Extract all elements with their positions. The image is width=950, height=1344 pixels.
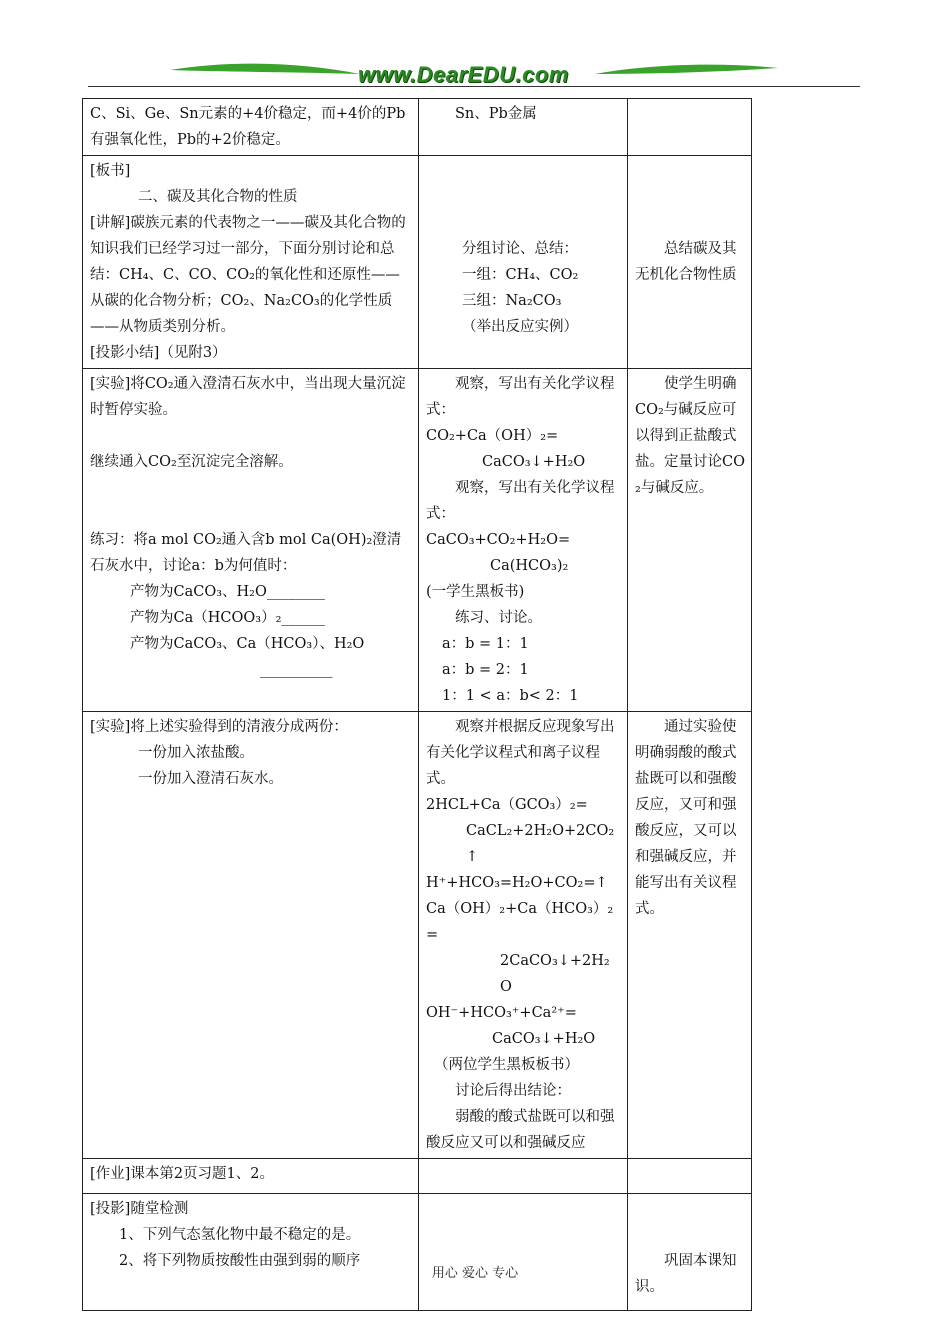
student-activity-cell — [419, 1194, 628, 1311]
cell-text: 讨论后得出结论： — [455, 1083, 571, 1099]
cell-text: 总结碳及其无机化合物性质 — [635, 241, 737, 283]
cell-text: 弱酸的酸式盐既可以和强酸反应又可以和强碱反应 — [426, 1109, 615, 1151]
teacher-activity-cell — [83, 1159, 419, 1194]
cell-text: 2、将下列物质按酸性由强到弱的顺序 — [119, 1253, 361, 1269]
cell-text: 观察，写出有关化学议程式： — [426, 376, 615, 418]
teacher-activity-cell — [83, 99, 419, 156]
cell-text: 产物为Ca（HCOO₃）₂______ — [130, 610, 325, 626]
cell-text: C、Si、Ge、Sn元素的+4价稳定，而+4价的Pb有强氧化性，Pb的+2价稳定。 — [90, 106, 406, 148]
cell-text: 产物为CaCO₃、H₂O________ — [130, 584, 325, 600]
cell-text: 一组：CH₄、CO₂ — [462, 267, 579, 283]
cell-text: H⁺+HCO₃=H₂O+CO₂=↑ — [426, 875, 608, 891]
teacher-activity-cell — [83, 156, 419, 369]
student-activity-cell — [419, 99, 628, 156]
page-footer: 用心 爱心 专心 — [431, 1266, 519, 1281]
table-row — [83, 1194, 752, 1311]
teacher-activity-cell — [83, 712, 419, 1159]
cell-text: __________ — [260, 662, 333, 678]
cell-text: 一份加入浓盐酸。 — [138, 745, 254, 761]
cell-text: [投影]随堂检测 — [90, 1201, 189, 1217]
table-row — [83, 99, 752, 156]
teacher-activity-cell — [83, 1194, 419, 1311]
cell-text: Sn、Pb金属 — [455, 106, 537, 122]
cell-text: CaCO₃↓+H₂O — [482, 454, 586, 470]
design-intent-cell — [628, 712, 752, 1159]
cell-text: Ca（OH）₂+Ca（HCO₃）₂= — [426, 901, 614, 943]
cell-text: 观察，写出有关化学议程式： — [426, 480, 615, 522]
cell-text — [635, 101, 745, 127]
student-activity-cell — [419, 369, 628, 712]
page-header — [0, 0, 950, 95]
cell-text: 二、碳及其化合物的性质 — [138, 189, 298, 205]
design-intent-cell — [628, 369, 752, 712]
cell-text: [作业]课本第2页习题1、2。 — [90, 1166, 274, 1182]
cell-text: [实验]将CO₂通入澄清石灰水中，当出现大量沉淀时暂停实验。 — [90, 376, 406, 418]
cell-text: 2HCL+Ca（GCO₃）₂= — [426, 797, 588, 813]
cell-text: 产物为CaCO₃、Ca（HCO₃）、H₂O — [130, 636, 365, 652]
cell-text: CaCL₂+2H₂O+2CO₂↑ — [466, 823, 615, 865]
design-intent-cell — [628, 156, 752, 369]
cell-text: a：b = 1：1 — [442, 636, 529, 652]
cell-text: 巩固本课知识。 — [635, 1253, 737, 1295]
table-row — [83, 1159, 752, 1194]
student-activity-cell — [419, 156, 628, 369]
cell-text: 使学生明确CO₂与碱反应可以得到正盐酸式盐。定量讨论CO₂与碱反应。 — [635, 376, 745, 496]
cell-text: 继续通入CO₂至沉淀完全溶解。 — [90, 454, 293, 470]
cell-text: 1、下列气态氢化物中最不稳定的是。 — [119, 1227, 361, 1243]
cell-text: CaCO₃↓+H₂O — [492, 1031, 596, 1047]
cell-text: 2CaCO₃↓+2H₂O — [500, 953, 610, 995]
cell-text: 练习、讨论。 — [455, 610, 542, 626]
design-intent-cell — [628, 99, 752, 156]
cell-text: 三组：Na₂CO₃ — [462, 293, 562, 309]
student-activity-cell — [419, 712, 628, 1159]
table-row — [83, 156, 752, 369]
cell-text: [板书] — [90, 163, 131, 179]
cell-text: OH⁻+HCO₃⁺+Ca²⁺= — [426, 1005, 577, 1021]
design-intent-cell — [628, 1194, 752, 1311]
cell-text: a：b = 2：1 — [442, 662, 529, 678]
cell-text — [426, 1196, 621, 1222]
header-divider — [88, 86, 860, 87]
cell-text: [实验]将上述实验得到的清液分成两份： — [90, 719, 348, 735]
cell-text: 观察并根据反应现象写出有关化学议程式和离子议程式。 — [426, 719, 615, 787]
cell-text: CO₂+Ca（OH）₂= — [426, 428, 559, 444]
cell-text: 1：1 < a：b< 2：1 — [442, 688, 579, 704]
cell-text: [投影小结]（见附3） — [90, 345, 227, 361]
cell-text: (一学生黑板书) — [426, 584, 525, 600]
teacher-activity-cell — [83, 369, 419, 712]
cell-text: 一份加入澄清石灰水。 — [138, 771, 283, 787]
cell-text: 分组讨论、总结： — [462, 241, 578, 257]
cell-text: 练习：将a mol CO₂通入含b mol Ca(OH)₂澄清石灰水中，讨论a：b为何值时： — [90, 532, 402, 574]
table-row — [83, 712, 752, 1159]
lesson-table — [82, 98, 752, 1311]
cell-text: [讲解]碳族元素的代表物之一——碳及其化合物的知识我们已经学习过一部分，下面分别讨论和总结：CH₄、C、CO、CO₂的氧化性和还原性——从碳的化合物分析；CO₂、Na₂CO₃的化学性质——从物质类别分析。 — [90, 215, 406, 335]
table-row — [83, 369, 752, 712]
cell-text: Ca(HCO₃)₂ — [490, 558, 569, 574]
cell-text: CaCO₃+CO₂+H₂O= — [426, 532, 571, 548]
cell-text: （两位学生黑板板书） — [434, 1057, 579, 1073]
student-activity-cell — [419, 1159, 628, 1194]
cell-text: 通过实验使明确弱酸的酸式盐既可以和强酸反应，又可和强酸反应，又可以和强碱反应，并能写出有关议程式。 — [635, 719, 737, 917]
design-intent-cell — [628, 1159, 752, 1194]
cell-text — [635, 1161, 745, 1187]
cell-text: （举出反应实例） — [462, 319, 578, 335]
cell-text — [426, 1161, 621, 1187]
site-logo: www.DearEDU.com — [358, 62, 569, 87]
